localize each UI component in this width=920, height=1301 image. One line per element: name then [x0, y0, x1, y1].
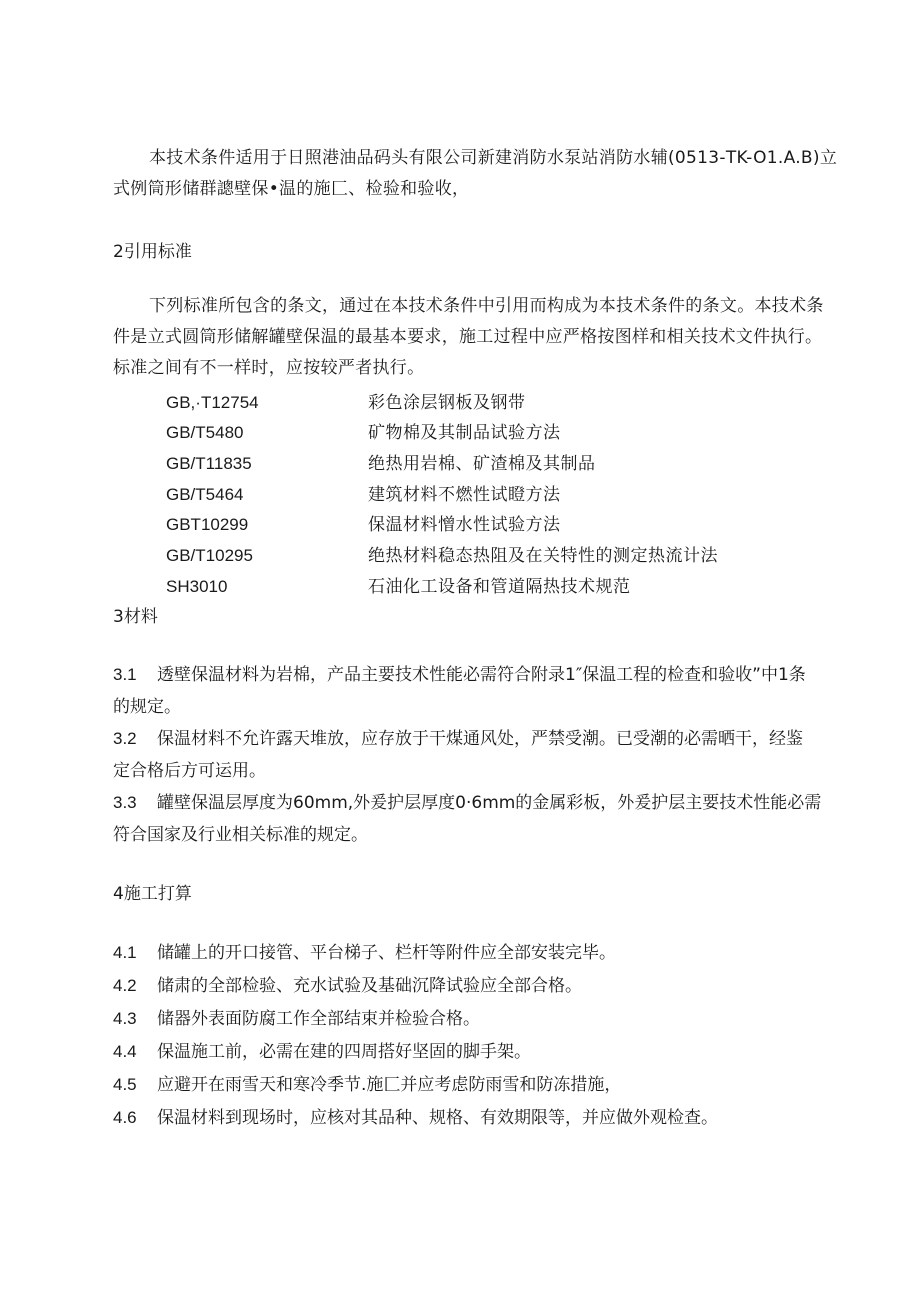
- item-number: 4.2: [113, 976, 137, 995]
- intro-line-2: 式例筒形储群謥壁保•温的施匚、检验和验收，: [113, 179, 470, 199]
- standard-row: [166, 481, 866, 509]
- section-4-item: [113, 1036, 883, 1068]
- item-number: 4.6: [113, 1108, 137, 1127]
- item-line-2: 定合格后方可运用。: [113, 761, 266, 781]
- item-number: 3.1: [113, 665, 137, 684]
- item-text: 保温施工前，必需在建的四周搭好坚固的脚手架。: [157, 1042, 531, 1062]
- item-text: 保温材料到现场时，应核对其品种、规格、有效期限等，并应做外观检查。: [157, 1108, 718, 1128]
- section-4-item: [113, 970, 883, 1002]
- item-number: 4.5: [113, 1075, 137, 1094]
- section-3-heading: 3材料: [113, 607, 158, 627]
- standard-code: GB/T11835: [166, 454, 252, 473]
- item-text: 储罐上的开口接管、平台梯子、栏杆等附件应全部安装完毕。: [157, 943, 616, 963]
- standard-name: 石油化工设备和管道隔热技术规范: [368, 577, 631, 597]
- item-number: 4.4: [113, 1042, 137, 1061]
- item-number: 4.3: [113, 1009, 137, 1028]
- standard-code: GB,·T12754: [166, 393, 259, 412]
- standard-row: [166, 573, 866, 601]
- standard-name: 保温材料憎水性试验方法: [368, 515, 561, 535]
- section-4-heading: 4施工打算: [113, 884, 192, 904]
- section-2-line-1: 下列标准所包含的条文，通过在本技术条件中引用而构成为本技术条件的条文。本技术条: [149, 296, 824, 316]
- section-2-line-2: 件是立式圆筒形储解罐壁保温的最基本要求，施工过程中应严格按图样和相关技术文件执行。: [113, 327, 823, 347]
- item-number: 3.2: [113, 729, 137, 748]
- standard-code: GB/T10295: [166, 546, 253, 565]
- standard-name: 绝热用岩棉、矿渣棉及其制品: [368, 454, 596, 474]
- section-3-item: [113, 659, 883, 723]
- standard-name: 建筑材料不燃性试瞪方法: [368, 485, 561, 505]
- intro-line-1: 本技术条件适用于日照港油品码头有限公司新建消防水泵站消防水辅(0513-TK-O1.A.B)立: [149, 148, 838, 168]
- section-4-item: [113, 1102, 883, 1134]
- standard-name: 矿物棉及其制品试验方法: [368, 423, 561, 443]
- intro-paragraph: [113, 143, 883, 205]
- standard-row: [166, 450, 866, 478]
- item-number: 3.3: [113, 793, 137, 812]
- item-text: 储肃的全部检验、充水试验及基础沉降试验应全部合格。: [157, 976, 582, 996]
- item-number: 4.1: [113, 943, 137, 962]
- standard-code: GB/T5480: [166, 423, 244, 442]
- section-2-paragraph: [113, 291, 883, 384]
- section-2-line-3: 标准之间有不一样时，应按较严者执行。: [113, 358, 425, 378]
- standard-name: 绝热材料稳态热阻及在关特性的测定热流计法: [368, 546, 718, 566]
- item-line-2: 符合国家及行业相关标准的规定。: [113, 825, 368, 845]
- section-4-item: [113, 1069, 883, 1101]
- item-line-1: 3.2 保温材料不允许露天堆放，应存放于干煤通风处，严禁受潮。已受潮的必需晒干，经鉴: [113, 723, 883, 755]
- item-text: 应避开在雨雪天和寒冷季节.施匚并应考虑防雨雪和防冻措施，: [157, 1075, 622, 1095]
- standard-row: [166, 389, 866, 417]
- section-2-heading: 2引用标准: [113, 242, 192, 262]
- item-line-1: 3.3 罐壁保温层厚度为60mm,外爰护层厚度0·6mm的金属彩板，外爰护层主要技术性能必需: [113, 787, 883, 819]
- standard-row: [166, 511, 866, 539]
- standard-name: 彩色涂层钢板及钢带: [368, 393, 526, 413]
- item-line-1: 3.1 透壁保温材料为岩棉，产品主要技术性能必需符合附录1″保温工程的检查和验收”中1条: [113, 659, 883, 691]
- standard-row: [166, 542, 866, 570]
- standard-code: SH3010: [166, 577, 228, 596]
- standard-code: GB/T5464: [166, 485, 244, 504]
- standard-row: [166, 419, 866, 447]
- item-line-2: 的规定。: [113, 697, 181, 717]
- section-4-item: [113, 1003, 883, 1035]
- section-4-item: [113, 937, 883, 969]
- section-3-item: [113, 787, 883, 851]
- section-3-item: [113, 723, 883, 787]
- item-text: 储器外表面防腐工作全部结束并检验合格。: [157, 1009, 480, 1029]
- standard-code: GBT10299: [166, 515, 249, 534]
